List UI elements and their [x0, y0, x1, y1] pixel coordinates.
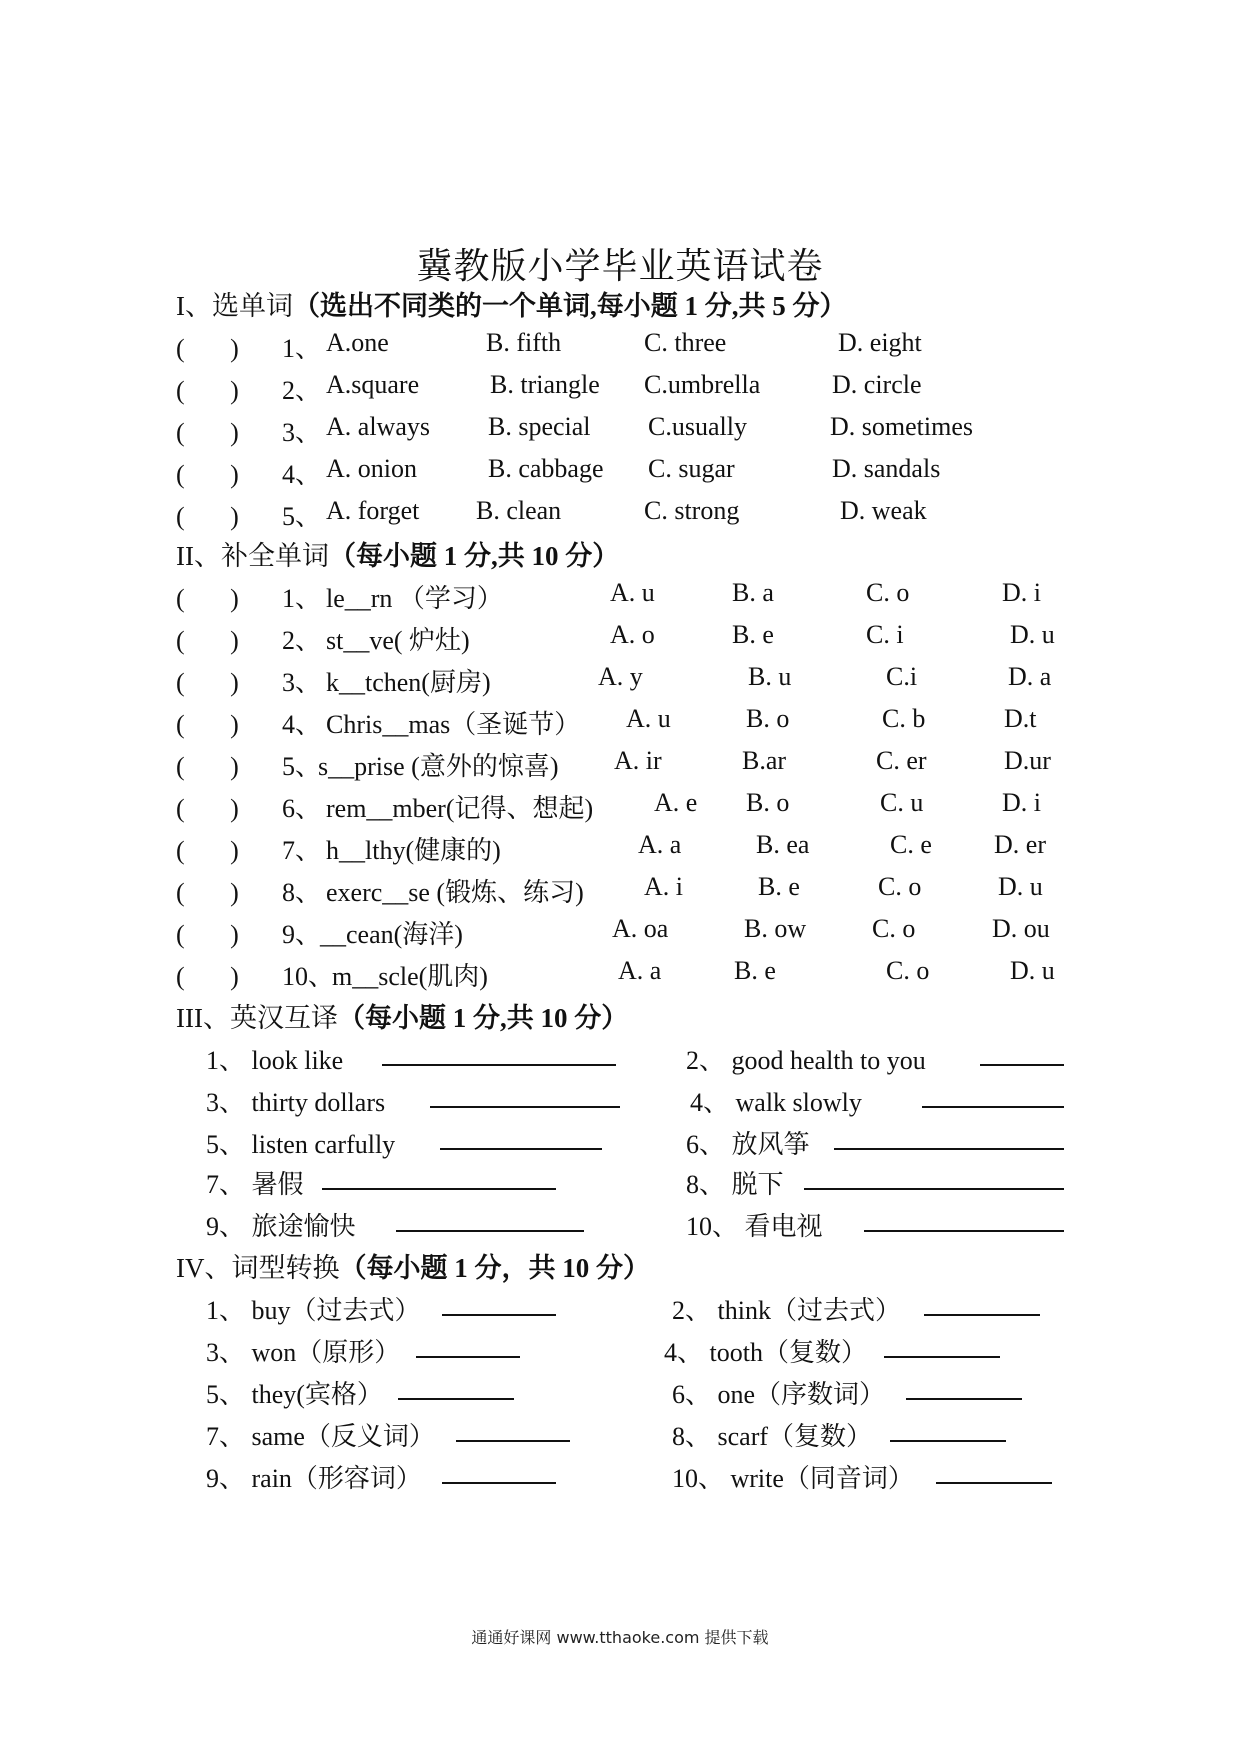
answer-bracket[interactable]: ( ) [176, 626, 239, 655]
option-d: D. eight [838, 328, 922, 357]
answer-line[interactable] [834, 1124, 1064, 1157]
translation-row [0, 1124, 1240, 1164]
section-number: I、 [176, 291, 212, 321]
question-row [0, 454, 1240, 494]
option-a: A. a [618, 956, 662, 985]
translation-item: 9、 旅途愉快 [206, 1212, 356, 1241]
answer-line[interactable] [442, 1290, 556, 1323]
translation-row [0, 1040, 1240, 1080]
option-a: A. always [326, 412, 430, 441]
option-d: D.t [1004, 704, 1037, 733]
answer-bracket[interactable]: ( ) [176, 418, 239, 447]
option-a: A.one [326, 328, 389, 357]
option-d: D. circle [832, 370, 922, 399]
conversion-item: 1、 buy（过去式） [206, 1296, 421, 1325]
answer-line[interactable] [456, 1416, 570, 1449]
option-c: C. o [866, 578, 910, 607]
section-name: 补全单词 [220, 541, 329, 571]
option-d: D. u [1010, 956, 1055, 985]
answer-bracket[interactable]: ( ) [176, 794, 239, 823]
option-b: B. e [732, 620, 774, 649]
translation-item: 7、 暑假 [206, 1170, 304, 1199]
answer-line[interactable] [890, 1416, 1006, 1449]
option-a: A. i [644, 872, 683, 901]
option-b: B.ar [742, 746, 787, 775]
answer-bracket[interactable]: ( ) [176, 878, 239, 907]
question-number: 2、 [282, 376, 322, 405]
conversion-row [0, 1332, 1240, 1372]
footer-credit: 通通好课网 www.tthaoke.com 提供下载 [471, 1628, 769, 1647]
option-d: D. weak [840, 496, 927, 525]
section-number: IV、 [176, 1253, 232, 1283]
option-b: B. ea [756, 830, 810, 859]
answer-line[interactable] [430, 1082, 620, 1115]
option-d: D. sandals [832, 454, 941, 483]
question-word: h__lthy(健康的) [326, 836, 501, 865]
option-b: B. triangle [490, 370, 600, 399]
section-note: （每小题 1 分,共 10 分） [328, 541, 620, 571]
option-a: A. u [626, 704, 671, 733]
question-word: __cean(海洋) [320, 920, 463, 949]
question-row [0, 872, 1240, 912]
section-number: III、 [176, 1003, 230, 1033]
question-word: le__rn （学习） [326, 584, 503, 613]
option-a: A. forget [326, 496, 420, 525]
option-d: D. i [1002, 788, 1041, 817]
question-number: 9、 [282, 920, 322, 949]
question-word: s__prise (意外的惊喜) [318, 752, 559, 781]
option-b: B. fifth [486, 328, 562, 357]
question-row [0, 704, 1240, 744]
answer-line[interactable] [936, 1458, 1052, 1491]
answer-line[interactable] [322, 1164, 556, 1197]
option-c: C. o [886, 956, 930, 985]
answer-bracket[interactable]: ( ) [176, 962, 239, 991]
question-number: 2、 [282, 626, 322, 655]
conversion-row [0, 1374, 1240, 1414]
conversion-row [0, 1416, 1240, 1456]
section-name: 英汉互译 [229, 1003, 338, 1033]
question-row [0, 620, 1240, 660]
translation-item: 5、 listen carfully [206, 1130, 396, 1159]
page-title: 冀教版小学毕业英语试卷 [416, 246, 824, 286]
question-row [0, 788, 1240, 828]
option-b: B. e [734, 956, 776, 985]
option-a: A. o [610, 620, 655, 649]
question-word: rem__mber(记得、想起) [326, 794, 594, 823]
option-b: B. o [746, 704, 790, 733]
conversion-item: 5、 they(宾格） [206, 1380, 383, 1409]
answer-line[interactable] [442, 1458, 556, 1491]
option-a: A. ir [614, 746, 662, 775]
answer-line[interactable] [396, 1206, 584, 1239]
translation-item: 10、 看电视 [686, 1212, 823, 1241]
question-row [0, 956, 1240, 996]
option-a: A. e [654, 788, 698, 817]
question-row [0, 662, 1240, 702]
option-d: D. u [998, 872, 1043, 901]
answer-line[interactable] [804, 1164, 1064, 1197]
conversion-item: 2、 think（过去式） [672, 1296, 901, 1325]
question-number: 8、 [282, 878, 322, 907]
option-a: A. oa [612, 914, 669, 943]
translation-item: 6、 放风筝 [686, 1130, 810, 1159]
section-heading-1 [176, 284, 847, 323]
question-number: 1、 [282, 584, 322, 613]
answer-line[interactable] [906, 1374, 1022, 1407]
option-b: B. special [488, 412, 591, 441]
option-c: C. er [876, 746, 927, 775]
answer-line[interactable] [398, 1374, 514, 1407]
question-row [0, 496, 1240, 536]
question-number: 6、 [282, 794, 322, 823]
answer-line[interactable] [382, 1040, 616, 1073]
option-b: B. a [732, 578, 774, 607]
question-row [0, 830, 1240, 870]
question-number: 10、 [282, 962, 335, 991]
answer-bracket[interactable]: ( ) [176, 584, 239, 613]
option-a: A. y [598, 662, 643, 691]
answer-bracket[interactable]: ( ) [176, 920, 239, 949]
section-heading-2 [176, 534, 619, 573]
question-number: 7、 [282, 836, 322, 865]
question-row [0, 914, 1240, 954]
translation-row [0, 1164, 1240, 1204]
option-c: C. sugar [648, 454, 735, 483]
answer-bracket[interactable]: ( ) [176, 460, 239, 489]
option-b: B. o [746, 788, 790, 817]
answer-line[interactable] [884, 1332, 1000, 1365]
section-number: II、 [176, 541, 221, 571]
question-number: 4、 [282, 710, 322, 739]
option-d: D. u [1010, 620, 1055, 649]
option-c: C. i [866, 620, 904, 649]
question-number: 3、 [282, 418, 322, 447]
option-b: B. clean [476, 496, 562, 525]
option-d: D. er [994, 830, 1046, 859]
option-b: B. u [748, 662, 792, 691]
answer-bracket[interactable]: ( ) [176, 836, 239, 865]
question-number: 4、 [282, 460, 322, 489]
translation-item: 2、 good health to you [686, 1046, 926, 1075]
question-word: m__scle(肌肉) [332, 962, 488, 991]
answer-bracket[interactable]: ( ) [176, 334, 239, 363]
option-d: D. ou [992, 914, 1050, 943]
question-row [0, 578, 1240, 618]
question-number: 5、 [282, 502, 322, 531]
option-c: C. three [644, 328, 727, 357]
option-c: C. e [890, 830, 932, 859]
option-b: B. cabbage [488, 454, 604, 483]
option-d: D. a [1008, 662, 1052, 691]
option-d: D.ur [1004, 746, 1051, 775]
option-a: A. u [610, 578, 655, 607]
answer-line[interactable] [416, 1332, 520, 1365]
translation-item: 1、 look like [206, 1046, 344, 1075]
conversion-item: 3、 won（原形） [206, 1338, 401, 1367]
conversion-item: 10、 write（同音词） [672, 1464, 914, 1493]
question-row [0, 412, 1240, 452]
conversion-row [0, 1458, 1240, 1498]
conversion-item: 9、 rain（形容词） [206, 1464, 422, 1493]
option-c: C. u [880, 788, 924, 817]
answer-line[interactable] [980, 1040, 1064, 1073]
option-a: A. onion [326, 454, 417, 483]
question-number: 1、 [282, 334, 322, 363]
conversion-row [0, 1290, 1240, 1330]
answer-line[interactable] [864, 1206, 1064, 1239]
conversion-item: 4、 tooth（复数） [664, 1338, 867, 1367]
section-name: 词型转换 [231, 1253, 340, 1283]
option-b: B. ow [744, 914, 807, 943]
answer-bracket[interactable]: ( ) [176, 668, 239, 697]
option-c: C.i [886, 662, 918, 691]
option-c: C.umbrella [644, 370, 761, 399]
section-name: 选单词 [212, 291, 293, 321]
translation-item: 4、 walk slowly [690, 1088, 862, 1117]
option-c: C. strong [644, 496, 740, 525]
answer-line[interactable] [440, 1124, 602, 1157]
answer-bracket[interactable]: ( ) [176, 376, 239, 405]
answer-bracket[interactable]: ( ) [176, 710, 239, 739]
answer-line[interactable] [922, 1082, 1064, 1115]
section-heading-3 [176, 996, 628, 1035]
answer-line[interactable] [924, 1290, 1040, 1323]
option-d: D. i [1002, 578, 1041, 607]
section-note: （每小题 1 分，共 10 分） [339, 1253, 650, 1283]
question-number: 3、 [282, 668, 322, 697]
question-number: 5、 [282, 752, 322, 781]
question-word: k__tchen(厨房) [326, 668, 491, 697]
section-heading-4 [176, 1246, 650, 1285]
question-row [0, 370, 1240, 410]
section-note: （选出不同类的一个单词,每小题 1 分,共 5 分） [293, 291, 847, 321]
conversion-item: 7、 same（反义词） [206, 1422, 435, 1451]
option-a: A. a [638, 830, 682, 859]
answer-bracket[interactable]: ( ) [176, 502, 239, 531]
translation-row [0, 1082, 1240, 1122]
answer-bracket[interactable]: ( ) [176, 752, 239, 781]
question-row [0, 328, 1240, 368]
option-a: A.square [326, 370, 420, 399]
option-d: D. sometimes [830, 412, 973, 441]
question-row [0, 746, 1240, 786]
conversion-item: 6、 one（序数词） [672, 1380, 886, 1409]
question-word: Chris__mas（圣诞节） [326, 710, 581, 739]
translation-item: 3、 thirty dollars [206, 1088, 386, 1117]
translation-item: 8、 脱下 [686, 1170, 784, 1199]
option-c: C. o [872, 914, 916, 943]
option-b: B. e [758, 872, 800, 901]
question-word: exerc__se (锻炼、练习) [326, 878, 584, 907]
question-word: st__ve( 炉灶) [326, 626, 470, 655]
option-c: C. b [882, 704, 926, 733]
option-c: C. o [878, 872, 922, 901]
option-c: C.usually [648, 412, 747, 441]
translation-row [0, 1206, 1240, 1246]
conversion-item: 8、 scarf（复数） [672, 1422, 873, 1451]
section-note: （每小题 1 分,共 10 分） [337, 1003, 629, 1033]
